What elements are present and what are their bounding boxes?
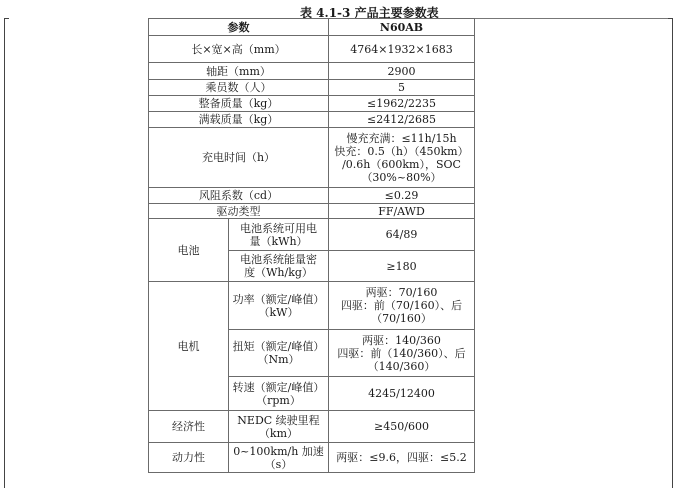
header-rule-extension xyxy=(474,18,668,19)
header-param: 参数 xyxy=(149,19,329,36)
battery-density-label xyxy=(229,251,329,282)
battery-group-label: 电池 xyxy=(149,219,229,282)
label-line: （km） xyxy=(258,426,299,440)
label-line: 度（Wh/kg） xyxy=(244,266,313,279)
motor-torque-value xyxy=(329,330,475,377)
charge-time-line: 快充：0.5（h）（450km） xyxy=(334,144,469,158)
motor-torque-label xyxy=(229,330,329,377)
value-line: （140/360） xyxy=(367,359,436,373)
right-page-bracket xyxy=(668,18,673,488)
charge-time-value xyxy=(329,128,475,188)
motor-group-label: 电机 xyxy=(149,282,229,411)
dynamics-value: 两驱：≤9.6，四驱：≤5.2 xyxy=(329,443,475,473)
label-line: 转速（额定/峰值） xyxy=(232,380,325,394)
table-row xyxy=(149,411,475,443)
label-line: 电池系统可用电 xyxy=(240,221,317,235)
table-row xyxy=(149,204,475,219)
wheelbase-label: 轴距（mm） xyxy=(149,63,329,80)
passengers-value: 5 xyxy=(329,80,475,96)
drag-value: ≤0.29 xyxy=(329,188,475,204)
label-line: 电池系统能量密 xyxy=(240,253,317,266)
dimensions-label: 长×宽×高（mm） xyxy=(149,36,329,63)
dynamics-label xyxy=(229,443,329,473)
table-row xyxy=(149,219,475,251)
table-row xyxy=(149,96,475,112)
table-row xyxy=(149,36,475,63)
curb-weight-label: 整备质量（kg） xyxy=(149,96,329,112)
value-line: （70/160） xyxy=(371,312,432,325)
value-line: 两驱：70/160 xyxy=(365,286,438,299)
charge-time-line: 慢充充满：≤11h/15h xyxy=(346,131,457,145)
table-header-row xyxy=(149,19,475,36)
table-row xyxy=(149,63,475,80)
table-row xyxy=(149,128,475,188)
label-line: NEDC 续驶里程 xyxy=(237,413,320,427)
charge-time-line: /0.6h（600km），SOC xyxy=(342,157,461,171)
motor-power-value xyxy=(329,282,475,330)
full-weight-label: 满载质量（kg） xyxy=(149,112,329,128)
dimensions-value: 4764×1932×1683 xyxy=(329,36,475,63)
parameter-table xyxy=(148,18,475,473)
battery-capacity-label xyxy=(229,219,329,251)
table-row xyxy=(149,112,475,128)
label-line: （s） xyxy=(264,457,293,471)
label-line: 功率（额定/峰值） xyxy=(232,292,325,306)
wheelbase-value: 2900 xyxy=(329,63,475,80)
curb-weight-value: ≤1962/2235 xyxy=(329,96,475,112)
left-page-bracket xyxy=(4,18,9,488)
economy-label xyxy=(229,411,329,443)
header-model: N60AB xyxy=(329,19,475,36)
value-line: 两驱：140/360 xyxy=(362,333,441,347)
drive-type-label: 驱动类型 xyxy=(149,204,329,219)
battery-density-value: ≥180 xyxy=(329,251,475,282)
label-line: 0~100km/h 加速 xyxy=(233,444,324,458)
motor-speed-label xyxy=(229,377,329,411)
charge-time-label: 充电时间（h） xyxy=(149,128,329,188)
drive-type-value: FF/AWD xyxy=(329,204,475,219)
label-line: 扭矩（额定/峰值） xyxy=(232,340,325,353)
label-line: 量（kWh） xyxy=(249,234,308,248)
table-row xyxy=(149,188,475,204)
economy-value: ≥450/600 xyxy=(329,411,475,443)
value-line: 四驱：前（140/360）、后 xyxy=(337,346,466,360)
drag-label: 风阻系数（cd） xyxy=(149,188,329,204)
table-row xyxy=(149,282,475,330)
table-row xyxy=(149,443,475,473)
label-line: （Nm） xyxy=(257,353,300,366)
battery-capacity-value: 64/89 xyxy=(329,219,475,251)
economy-group-label: 经济性 xyxy=(149,411,229,443)
table-row xyxy=(149,80,475,96)
label-line: （rpm） xyxy=(256,393,301,407)
passengers-label: 乘员数（人） xyxy=(149,80,329,96)
label-line: （kW） xyxy=(258,305,299,319)
motor-power-label xyxy=(229,282,329,330)
full-weight-value: ≤2412/2685 xyxy=(329,112,475,128)
table-caption: 表 4.1-3 产品主要参数表 xyxy=(300,6,439,20)
motor-speed-value: 4245/12400 xyxy=(329,377,475,411)
dynamics-group-label: 动力性 xyxy=(149,443,229,473)
value-line: 四驱：前（70/160）、后 xyxy=(340,299,463,312)
charge-time-line: （30%~80%） xyxy=(361,170,442,184)
